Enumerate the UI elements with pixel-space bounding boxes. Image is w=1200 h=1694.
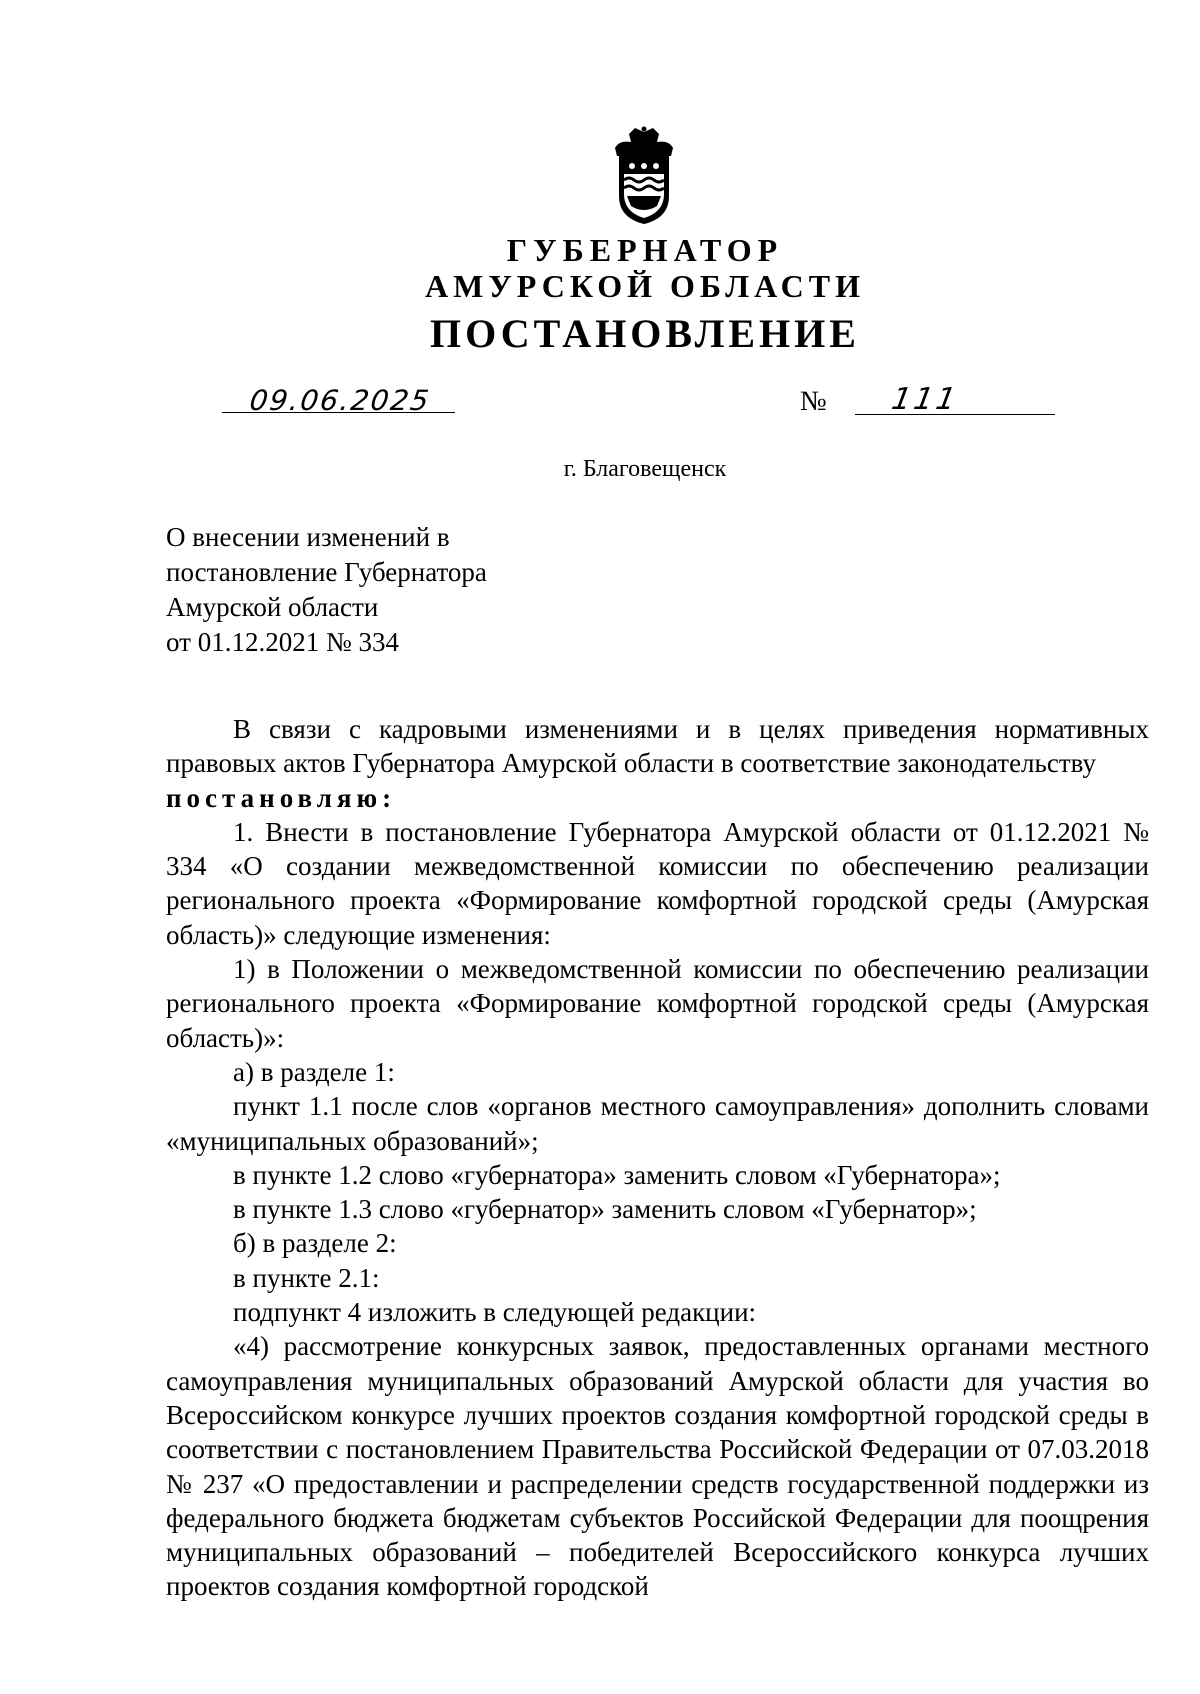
- coat-of-arms-icon: [609, 126, 679, 226]
- date-underline: [222, 412, 455, 413]
- body-paragraph: подпункт 4 изложить в следующей редакции:: [233, 1297, 757, 1328]
- body-paragraph: в пункте 2.1:: [233, 1262, 380, 1293]
- number-sign: №: [800, 386, 827, 417]
- body-paragraph: 1. Внести в постановление Губернатора Амурской области от 01.12.2021 № 334 «О создании межведомственной комиссии по обеспечению реализации регионального проекта «Формирование комфортной городской среды (Амурская область)» следующие изменения:: [166, 816, 1149, 950]
- body-paragraph: «4) рассмотрение конкурсных заявок, предоставленных органами местного самоуправления муниципальных образований Амурской области для участия во Всероссийском конкурсе лучших проектов создания комфортной городской среды в соответствии с постановлением Правительства Российской Федерации от 07.03.2018 № 237 «О предоставлении и распределении средств государственной поддержки из федерального бюджета бюджетам субъектов Российской Федерации для поощрения муниципальных образований – победителей Всероссийского конкурса лучших проектов создания комфортной городской: [166, 1331, 1149, 1602]
- subject-line: Амурской области: [166, 592, 379, 622]
- issue-city: г. Благовещенск: [563, 456, 727, 482]
- preamble-paragraph: В связи с кадровыми изменениями и в целях приведения нормативных правовых актов Губернатора Амурской области в соответствие законодательству: [166, 714, 1149, 779]
- body-paragraph: 1) в Положении о межведомственной комиссии по обеспечению реализации регионального проекта «Формирование комфортной городской среды (Амурская область)»:: [166, 954, 1149, 1053]
- decree-word: постановляю:: [166, 782, 397, 813]
- body-paragraph: в пункте 1.2 слово «губернатора» заменить словом «Губернатора»;: [233, 1159, 1001, 1190]
- number-underline: [855, 414, 1055, 415]
- document-number: 111: [888, 382, 962, 417]
- document-type: ПОСТАНОВЛЕНИЕ: [430, 311, 860, 356]
- body-paragraph: б) в разделе 2:: [233, 1228, 397, 1259]
- subject-line: постановление Губернатора: [166, 557, 487, 587]
- subject-line: от 01.12.2021 № 334: [166, 627, 399, 657]
- body-paragraph: а) в разделе 1:: [233, 1056, 395, 1087]
- document-subject: [166, 520, 487, 660]
- subject-line: О внесении изменений в: [166, 522, 450, 552]
- header-title-region: АМУРСКОЙ ОБЛАСТИ: [425, 268, 865, 304]
- header-title-governor: ГУБЕРНАТОР: [506, 232, 784, 268]
- document-date: 09.06.2025: [247, 384, 433, 417]
- body-paragraph: в пункте 1.3 слово «губернатор» заменить словом «Губернатор»;: [233, 1194, 977, 1225]
- document-body: [166, 712, 1149, 1604]
- body-paragraph: пункт 1.1 после слов «органов местного самоуправления» дополнить словами «муниципальных образований»;: [166, 1091, 1149, 1156]
